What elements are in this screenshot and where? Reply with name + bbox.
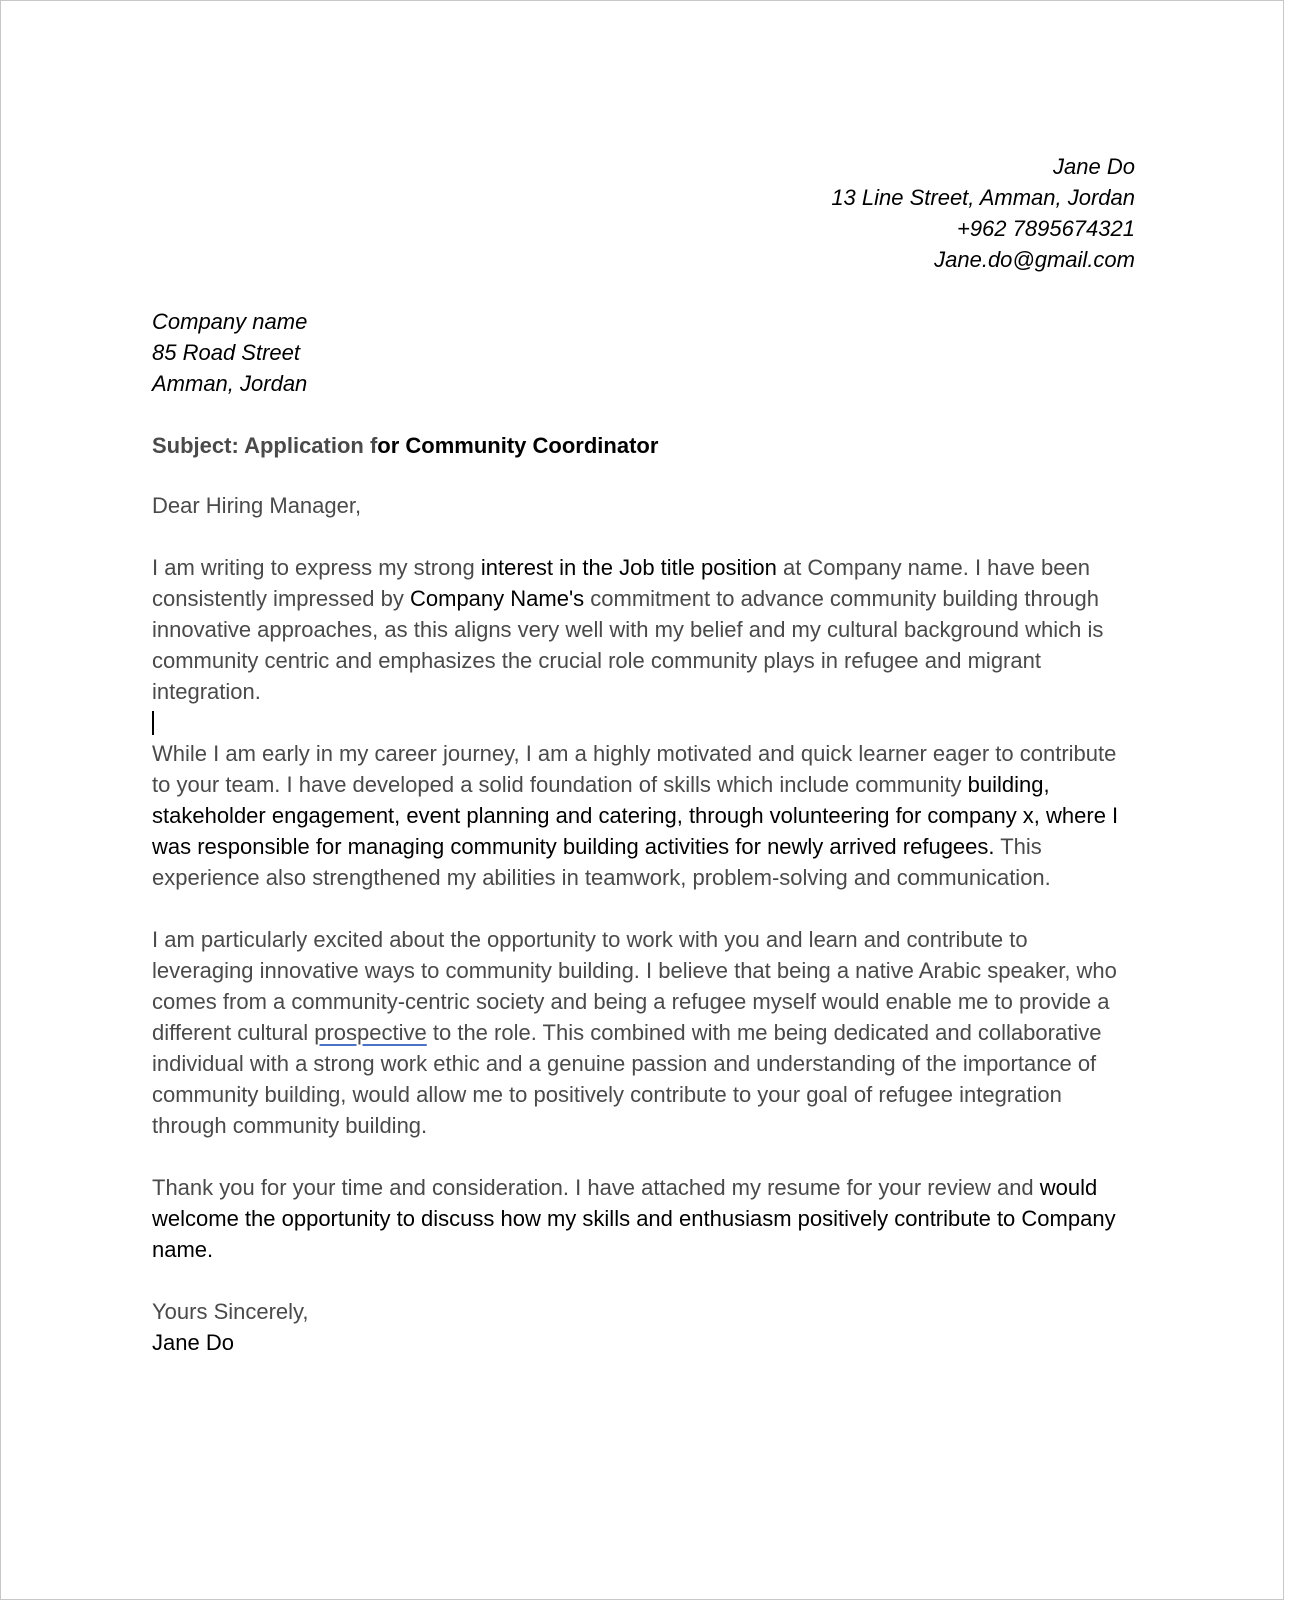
paragraph-4-text-a: Thank you for your time and consideration. I have attached my resume for your review and	[152, 1175, 1040, 1200]
subject-line	[152, 430, 1135, 461]
paragraph-1-text-a: I am writing to express my strong	[152, 555, 481, 580]
paragraph-1	[152, 552, 1135, 707]
greeting: Dear Hiring Manager,	[152, 493, 362, 518]
paragraph-1-text-b: interest in the Job title position	[480, 555, 777, 580]
paragraph-spacer	[152, 1265, 1135, 1296]
signature-name: Jane Do	[152, 1330, 234, 1355]
paragraph-spacer	[152, 893, 1135, 924]
paragraph-spacer	[152, 1141, 1135, 1172]
paragraph-3-text-a: I am particularly excited about the opportunity to work with you and learn and contribute to leveraging innovative ways to community building. I believe that being a native Arabic speaker, who comes from a community-centric society and being a refugee myself would enable me to provide a different cultural	[152, 927, 1117, 1045]
recipient-city: Amman, Jordan	[152, 371, 308, 396]
letter-body[interactable]	[152, 151, 1135, 1358]
paragraph-1-text-e: Company Name's	[410, 586, 585, 611]
spellcheck-flagged-word[interactable]: prospective	[314, 1020, 427, 1045]
paragraph-1-text-f: commitment to advance community building through innovative approaches, as this aligns very well with my belief and my cultural background which is community centric and emphasizes the crucial role community plays in refugee and migrant integration.	[152, 586, 1104, 704]
paragraph-3-text-c: to the role. This combined with me being dedicated and collaborative individual with a strong work ethic and a genuine passion and understanding of the importance of community building, would allow me to positively contribute to your goal of refugee integration through community building.	[152, 1020, 1102, 1138]
paragraph-2-text-c: This experience also strengthened my abilities in teamwork, problem-solving and communication.	[152, 834, 1051, 890]
recipient-block	[152, 306, 1135, 399]
paragraph-spacer	[152, 521, 1135, 552]
paragraph-2-text-a: While I am early in my career journey, I am a highly motivated and quick learner eager to contribute to your team. I have developed a solid foundation of skills which include community	[152, 741, 1117, 797]
subject-part-2: or Community Coordinator	[377, 433, 659, 458]
sender-name: Jane Do	[1053, 154, 1135, 179]
sender-phone: +962 7895674321	[956, 216, 1135, 241]
sender-block	[152, 151, 1135, 275]
paragraph-2	[152, 738, 1135, 893]
empty-line-with-cursor[interactable]	[152, 707, 1135, 738]
sender-address: 13 Line Street, Amman, Jordan	[831, 185, 1135, 210]
paragraph-4-text-b: would welcome the opportunity to discuss how my skills and enthusiasm positively contribute to Company name.	[152, 1175, 1116, 1262]
closing-block	[152, 1296, 1135, 1358]
text-cursor	[152, 711, 154, 735]
sender-email: Jane.do@gmail.com	[934, 247, 1135, 272]
paragraph-2-text-b: building, stakeholder engagement, event planning and catering, through volunteering for company x, where I was responsible for managing community building activities for newly arrived refugees.	[152, 772, 1119, 859]
paragraph-1-text-d: . I have been consistently impressed by	[152, 555, 1090, 611]
subject-part-1: Subject: Application f	[152, 433, 378, 458]
paragraph-4	[152, 1172, 1135, 1265]
recipient-street: 85 Road Street	[152, 340, 300, 365]
paragraph-3	[152, 924, 1135, 1141]
paragraph-1-text-c: at Company name	[776, 555, 963, 580]
valediction: Yours Sincerely,	[152, 1299, 309, 1324]
recipient-company: Company name	[152, 309, 308, 334]
